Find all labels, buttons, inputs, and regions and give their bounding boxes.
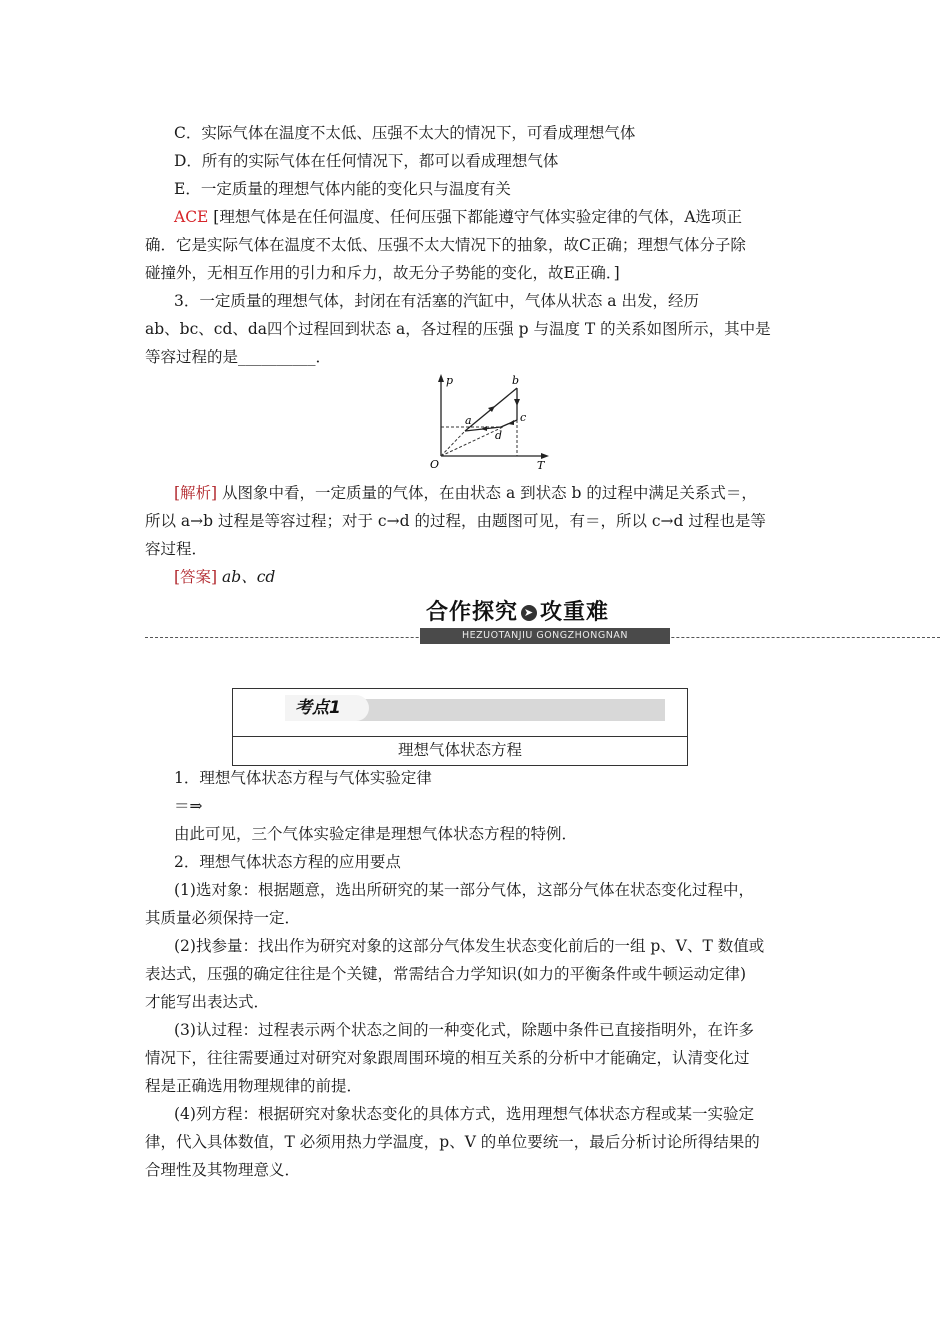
implication-arrow: ＝⇒ bbox=[174, 797, 203, 815]
analysis-line2: 所以 a→b 过程是等容过程；对于 c→d 的过程，由题图可见，有＝，所以 c→d 过程也是等 bbox=[145, 512, 766, 530]
point-label-b: b bbox=[512, 374, 520, 387]
section1-heading: 1．理想气体状态方程与气体实验定律 bbox=[174, 769, 432, 787]
section-banner bbox=[420, 598, 682, 648]
answer2-line3: 碰撞外，无相互作用的引力和斥力，故无分子势能的变化，故E正确．] bbox=[145, 264, 620, 282]
point1-line2: 其质量必须保持一定． bbox=[145, 909, 301, 927]
line-od-dashed bbox=[441, 427, 503, 456]
point3-line1: (3)认过程：过程表示两个状态之间的一种变化式，除题中条件已直接指明外，在许多 bbox=[174, 1021, 754, 1039]
kaodian-box bbox=[232, 688, 688, 766]
point-label-d: d bbox=[495, 429, 503, 442]
point2-line1: (2)找参量：找出作为研究对象的这部分气体发生状态变化前后的一组 p、V、T 数值或 bbox=[174, 937, 765, 955]
p-t-diagram bbox=[425, 372, 555, 472]
line-oa-dashed bbox=[441, 431, 465, 456]
point4-line2: 律，代入具体数值，T 必须用热力学温度，p、V 的单位要统一，最后分析讨论所得结果的 bbox=[145, 1133, 760, 1151]
point3-line2: 情况下，往往需要通过对研究对象跟周围环境的相互关系的分析中才能确定，认清变化过 bbox=[145, 1049, 750, 1067]
answer2-line2: 确．它是实际气体在温度不太低、压强不太大情况下的抽象，故C正确；理想气体分子除 bbox=[145, 236, 746, 254]
section2-heading: 2．理想气体状态方程的应用要点 bbox=[174, 853, 401, 871]
option-d: D．所有的实际气体在任何情况下，都可以看成理想气体 bbox=[174, 152, 559, 170]
banner-title-right: 攻重难 bbox=[540, 600, 610, 625]
banner-arrow-icon: ➤ bbox=[521, 605, 537, 621]
point2-line2: 表达式，压强的确定往往是个关键，常需结合力学知识(如力的平衡条件或牛顿运动定律) bbox=[145, 965, 747, 983]
point2-line3: 才能写出表达式． bbox=[145, 993, 270, 1011]
axis-label-p: p bbox=[446, 374, 454, 387]
section1-note: 由此可见，三个气体实验定律是理想气体状态方程的特例． bbox=[174, 825, 578, 843]
answer2-text1: [理想气体是在任何温度、任何压强下都能遵守气体实验定律的气体，A选项正 bbox=[208, 208, 743, 226]
analysis-label: [解析] bbox=[174, 484, 218, 502]
point-label-c: c bbox=[520, 411, 527, 424]
banner-title bbox=[426, 598, 609, 628]
banner-subtitle: HEZUOTANJIU GONGZHONGNAN bbox=[420, 628, 670, 644]
kaodian-title: 理想气体状态方程 bbox=[397, 741, 522, 759]
answer2-line1 bbox=[174, 207, 742, 227]
banner-title-left: 合作探究 bbox=[426, 600, 519, 625]
option-c: C．实际气体在温度不太低、压强不太大的情况下，可看成理想气体 bbox=[174, 124, 636, 142]
kaodian-tab: 考点1 bbox=[285, 695, 369, 721]
answer3-text: ab、cd bbox=[217, 568, 276, 586]
point1-line1: (1)选对象：根据题意，选出所研究的某一部分气体，这部分气体在状态变化过程中， bbox=[174, 881, 754, 899]
analysis-text1: 从图象中看，一定质量的气体，在由状态 a 到状态 b 的过程中满足关系式＝， bbox=[217, 484, 757, 502]
analysis-line1 bbox=[174, 483, 757, 503]
q3-line1: 3．一定质量的理想气体，封闭在有活塞的汽缸中，气体从状态 a 出发，经历 bbox=[174, 292, 699, 310]
q3-line3: 等容过程的是__________． bbox=[145, 348, 332, 366]
answer3-label: [答案] bbox=[174, 568, 218, 586]
point4-line1: (4)列方程：根据研究对象状态变化的具体方式，选用理想气体状态方程或某一实验定 bbox=[174, 1105, 754, 1123]
point3-line3: 程是正确选用物理规律的前提． bbox=[145, 1077, 363, 1095]
answer2-key: ACE bbox=[174, 208, 209, 226]
point4-line3: 合理性及其物理意义． bbox=[145, 1161, 301, 1179]
axis-label-t: T bbox=[537, 459, 545, 472]
option-e: E．一定质量的理想气体内能的变化只与温度有关 bbox=[174, 180, 511, 198]
origin-label: O bbox=[430, 458, 440, 471]
y-axis-arrow bbox=[438, 374, 444, 382]
point-label-a: a bbox=[465, 414, 472, 427]
kaodian-separator bbox=[233, 736, 687, 737]
analysis-line3: 容过程． bbox=[145, 540, 208, 558]
q3-line2: ab、bc、cd、da四个过程回到状态 a，各过程的压强 p 与温度 T 的关系如图所示，其中是 bbox=[145, 320, 771, 338]
arrow-bc bbox=[514, 399, 520, 406]
answer3-line bbox=[174, 567, 275, 587]
